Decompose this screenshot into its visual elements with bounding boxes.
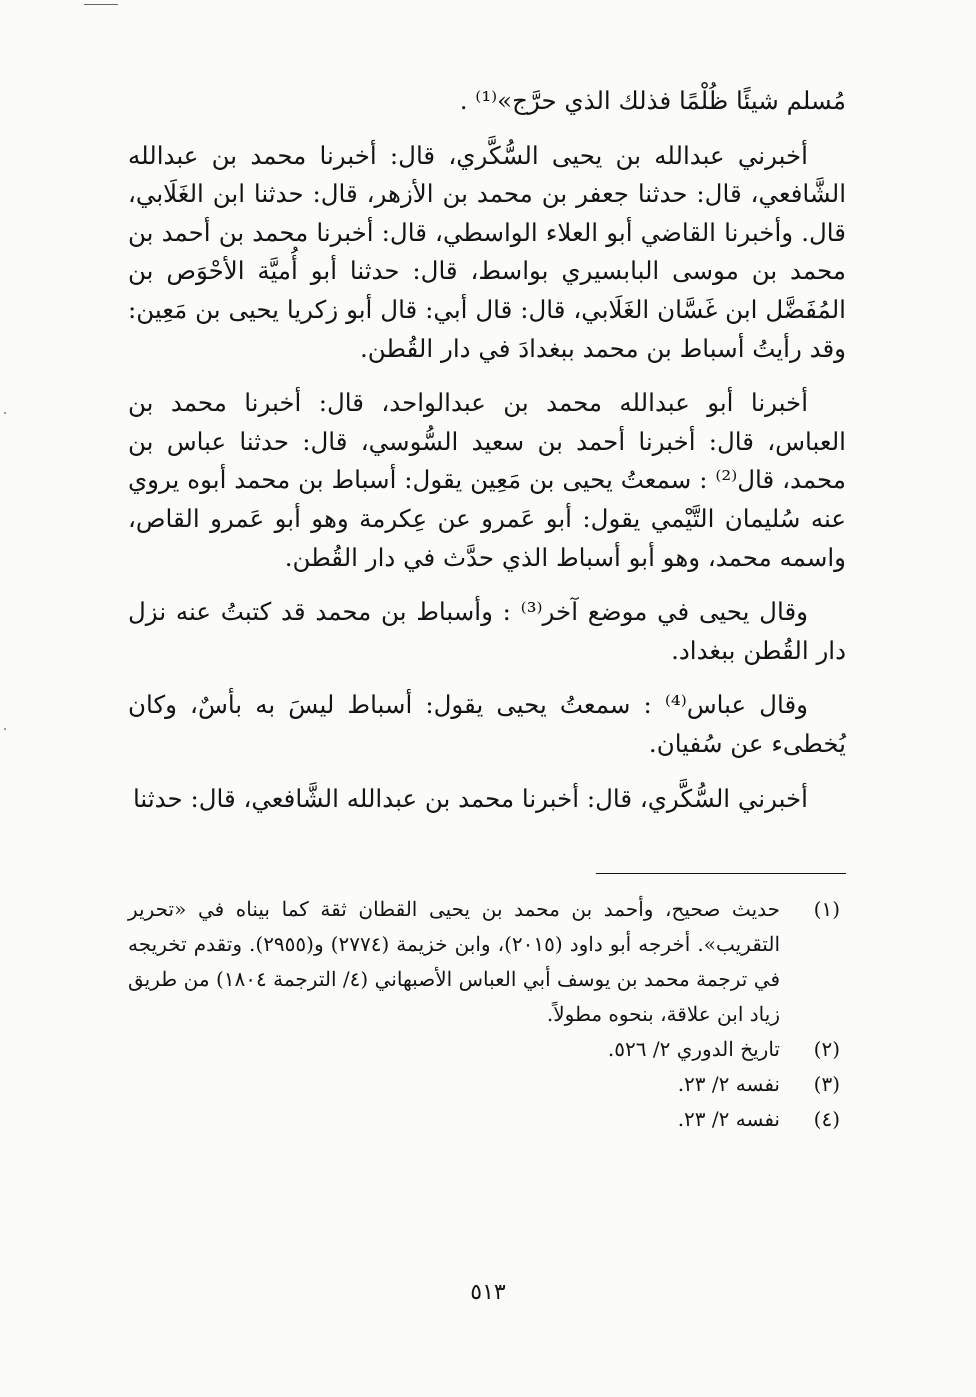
footnote-text: نفسه ٢/ ٢٣. [677,1107,780,1131]
footnote-1 [128,892,840,1032]
page-number: ٥١٣ [470,1280,506,1305]
footnote-number: (٣) [813,1072,840,1096]
scan-speck [4,412,6,414]
footnote-text: حديث صحيح، وأحمد بن محمد بن يحيى القطان ثقة كما بيناه في «تحرير التقريب». أخرجه أبو داود (٢٠١٥)، وابن خزيمة (٢٧٧٤) و(٢٩٥٥). وتقدم تخريجه في ترجمة محمد بن يوسف أبي العباس الأصبهاني (٤/ الترجمة ١٨٠٤) من طريق زياد ابن علاقة، بنحوه مطولاً. [128,897,780,1026]
paragraph-2: أخبرني عبدالله بن يحيى السُّكَّري، قال: أخبرنا محمد بن عبدالله الشَّافعي، قال: حدثنا جعفر بن محمد بن الأزهر، قال: حدثنا ابن الغَلَابي، قال. وأخبرنا القاضي أبو العلاء الواسطي، قال: أخبرنا محمد بن أحمد بن محمد بن موسى البابسيري بواسط، قال: حدثنا أبو أُميَّة الأحْوَص بن المُفَضَّل ابن غَسَّان الغَلَابي، قال: قال أبي: قال أبو زكريا يحيى بن مَعِين: وقد رأيتُ أسباط بن محمد ببغدادَ في دار القُطن. [128,140,846,363]
footnote-number: (١) [813,897,840,921]
footnote-text: نفسه ٢/ ٢٣. [677,1072,780,1096]
footnote-4 [128,1102,840,1137]
main-text [128,82,846,834]
paragraph-3: أخبرنا أبو عبدالله محمد بن عبدالواحد، قال: أخبرنا محمد بن العباس، قال: أخبرنا أحمد بن سعيد السُّوسي، قال: حدثنا عباس بن محمد، قال⁽²⁾ : سمعتُ يحيى بن مَعِين يقول: أسباط بن محمد أبوه يروي عنه سُليمان التَّيْمي يقول: أبو عَمرو عن عِكرمة وهو أبو عَمرو القاص، واسمه محمد، وهو أبو أسباط الذي حدَّث في دار القُطن. [128,388,846,572]
footnote-3 [128,1067,840,1102]
footnote-2 [128,1032,840,1067]
paragraph-6: أخبرني السُّكَّري، قال: أخبرنا محمد بن عبدالله الشَّافعي، قال: حدثنا [132,783,808,813]
scan-speck [4,728,6,730]
paragraph-4: وقال يحيى في موضع آخر⁽³⁾ : وأسباط بن محمد قد كتبتُ عنه نزل دار القُطن ببغداد. [128,597,846,665]
footnote-text: تاريخ الدوري ٢/ ٥٢٦. [607,1037,780,1061]
footnote-separator [596,873,846,874]
footnotes [128,892,840,1137]
paragraph-1: مُسلم شيئًا ظُلْمًا فذلك الذي حرَّج»⁽¹⁾ . [459,86,846,115]
footnote-number: (٤) [813,1107,840,1131]
paragraph-5: وقال عباس⁽⁴⁾ : سمعتُ يحيى يقول: أسباط ليسَ به بأسٌ، وكان يُخطىء عن سُفيان. [128,690,846,758]
top-edge-mark [84,4,118,5]
footnote-number: (٢) [813,1037,840,1061]
